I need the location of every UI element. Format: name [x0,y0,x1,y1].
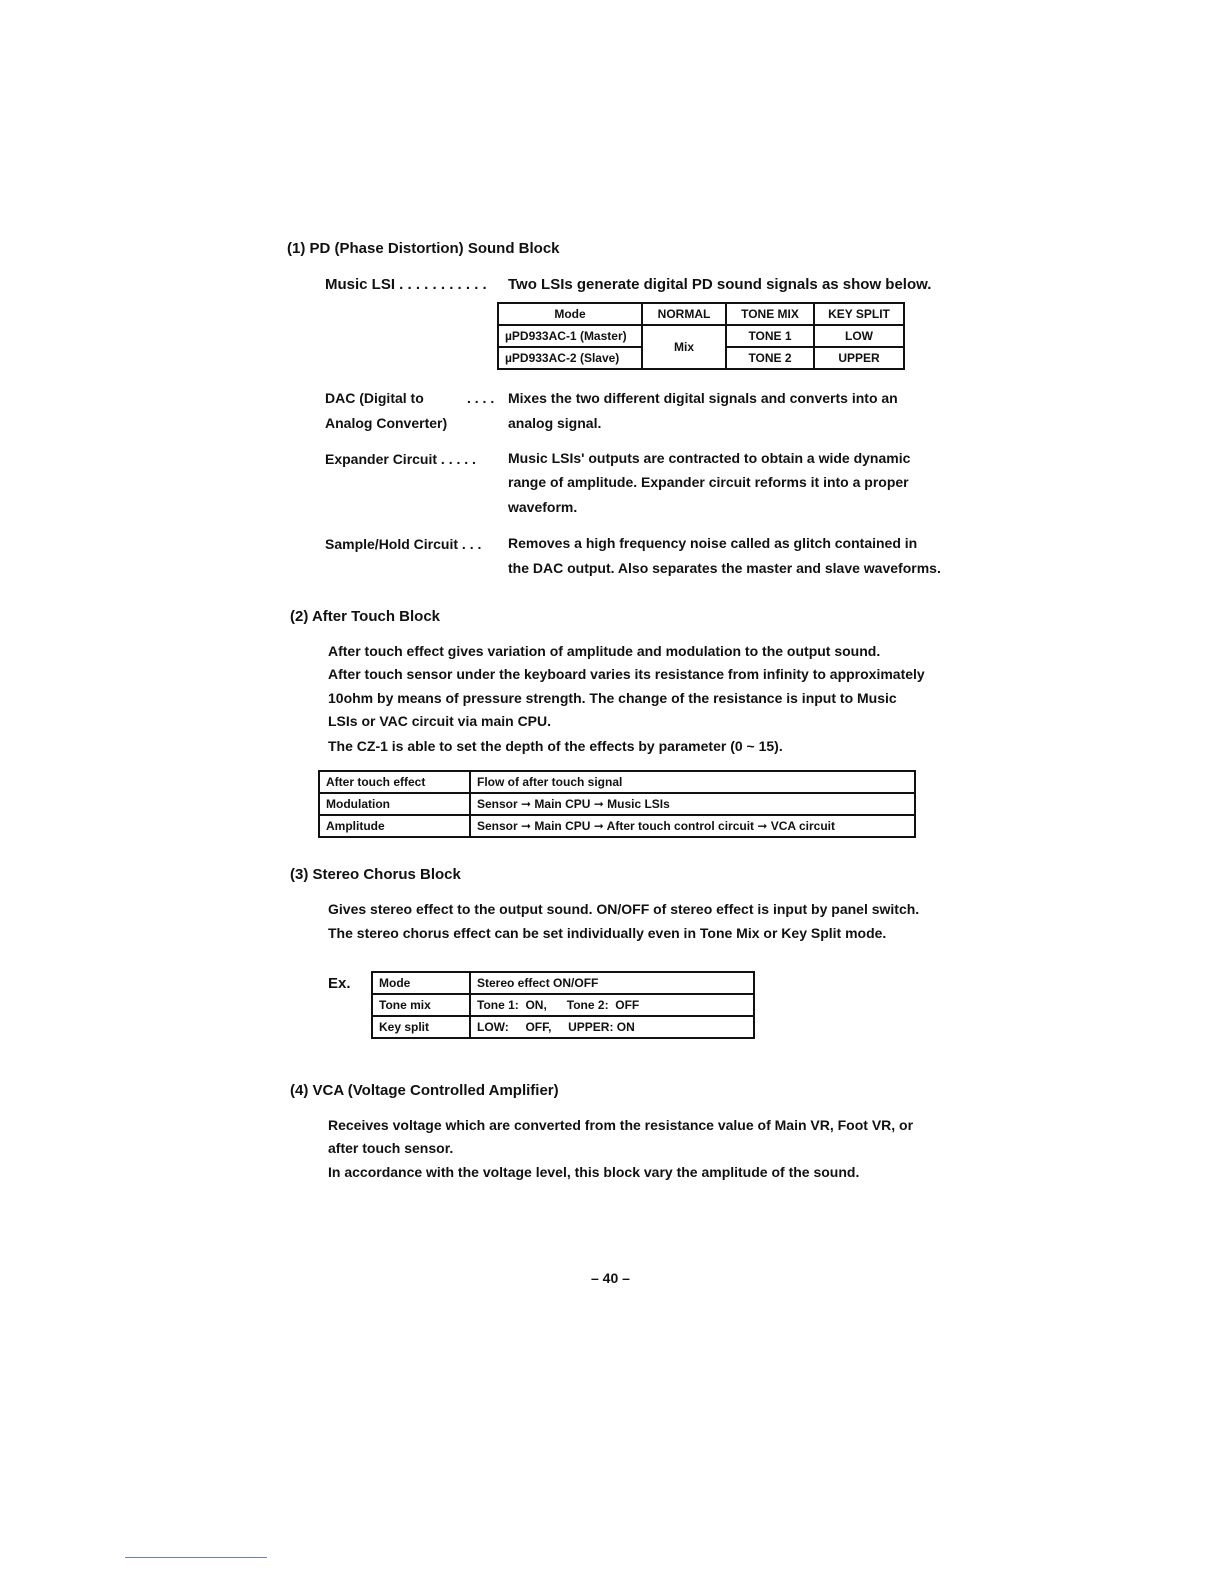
expander-desc-line3: waveform. [508,499,578,515]
dac-desc-line2: analog signal. [508,415,602,431]
music-lsi-desc: Two LSIs generate digital PD sound signals as show below. [508,276,932,293]
expander-desc-line2: range of amplitude. Expander circuit reforms it into a proper [508,474,909,490]
table-cell: TONE 1 [726,325,814,347]
table-cell: LOW [814,325,904,347]
table-header-cell: NORMAL [642,303,726,325]
section4-para-line2: after touch sensor. [328,1140,454,1156]
footer-rule [125,1557,267,1558]
section3-para-line1: Gives stereo effect to the output sound. ON/OFF of stereo effect is input by panel switch. [328,901,920,917]
table-header-cell: After touch effect [319,771,470,793]
table-cell: Tone 1: ON, Tone 2: OFF [470,994,754,1016]
stereo-chorus-table [371,971,755,1039]
dac-term-line2: Analog Converter) [325,415,448,431]
table-row [319,771,915,793]
lsi-mode-table [497,302,905,370]
table-cell: TONE 2 [726,347,814,369]
section2-para-line3: 10ohm by means of pressure strength. The change of the resistance is input to Music [328,690,897,706]
table-cell: Modulation [319,793,470,815]
table-header-cell: Mode [372,972,470,994]
music-lsi-term: Music LSI . . . . . . . . . . . [325,276,487,293]
table-cell: Key split [372,1016,470,1038]
table-row [372,994,754,1016]
table-cell: Sensor ➞ Main CPU ➞ After touch control circuit ➞ VCA circuit [470,815,915,837]
table-cell: Tone mix [372,994,470,1016]
sample-hold-desc-line2: the DAC output. Also separates the master and slave waveforms. [508,560,941,576]
section2-heading: (2) After Touch Block [290,608,441,625]
section3-heading: (3) Stereo Chorus Block [290,866,461,883]
table-cell: µPD933AC-2 (Slave) [498,347,642,369]
expander-desc-line1: Music LSIs' outputs are contracted to obtain a wide dynamic [508,450,911,466]
table-row [319,793,915,815]
table-row [498,303,904,325]
expander-term: Expander Circuit . . . . . [325,451,476,467]
table-header-cell: KEY SPLIT [814,303,904,325]
sample-hold-desc-line1: Removes a high frequency noise called as glitch contained in [508,535,918,551]
table-row [498,325,904,347]
table-row [319,815,915,837]
table-cell: µPD933AC-1 (Master) [498,325,642,347]
after-touch-table [318,770,916,838]
section3-para-line2: The stereo chorus effect can be set individually even in Tone Mix or Key Split mode. [328,925,887,941]
section4-para-line3: In accordance with the voltage level, this block vary the amplitude of the sound. [328,1164,860,1180]
example-label: Ex. [328,975,351,992]
table-cell-mix: Mix [642,325,726,369]
dac-term-line1: DAC (Digital to [325,390,424,406]
table-cell: UPPER [814,347,904,369]
section1-heading: (1) PD (Phase Distortion) Sound Block [287,240,560,257]
table-cell: Amplitude [319,815,470,837]
table-row [372,972,754,994]
table-header-cell: Stereo effect ON/OFF [470,972,754,994]
dac-desc-line1: Mixes the two different digital signals and converts into an [508,390,898,406]
table-cell: LOW: OFF, UPPER: ON [470,1016,754,1038]
table-cell: Sensor ➞ Main CPU ➞ Music LSIs [470,793,915,815]
table-header-cell: TONE MIX [726,303,814,325]
table-row [372,1016,754,1038]
sample-hold-term: Sample/Hold Circuit . . . [325,536,482,552]
page-number: – 40 – [591,1270,630,1286]
table-header-cell: Mode [498,303,642,325]
table-header-cell: Flow of after touch signal [470,771,915,793]
section4-para-line1: Receives voltage which are converted from the resistance value of Main VR, Foot VR, or [328,1117,914,1133]
dac-dots: . . . . [467,390,495,406]
section4-heading: (4) VCA (Voltage Controlled Amplifier) [290,1082,559,1099]
section2-para-line4: LSIs or VAC circuit via main CPU. [328,713,552,729]
section2-para-line5: The CZ-1 is able to set the depth of the effects by parameter (0 ~ 15). [328,738,783,754]
section2-para-line1: After touch effect gives variation of amplitude and modulation to the output sound. [328,643,881,659]
section2-para-line2: After touch sensor under the keyboard varies its resistance from infinity to approximately [328,666,925,682]
